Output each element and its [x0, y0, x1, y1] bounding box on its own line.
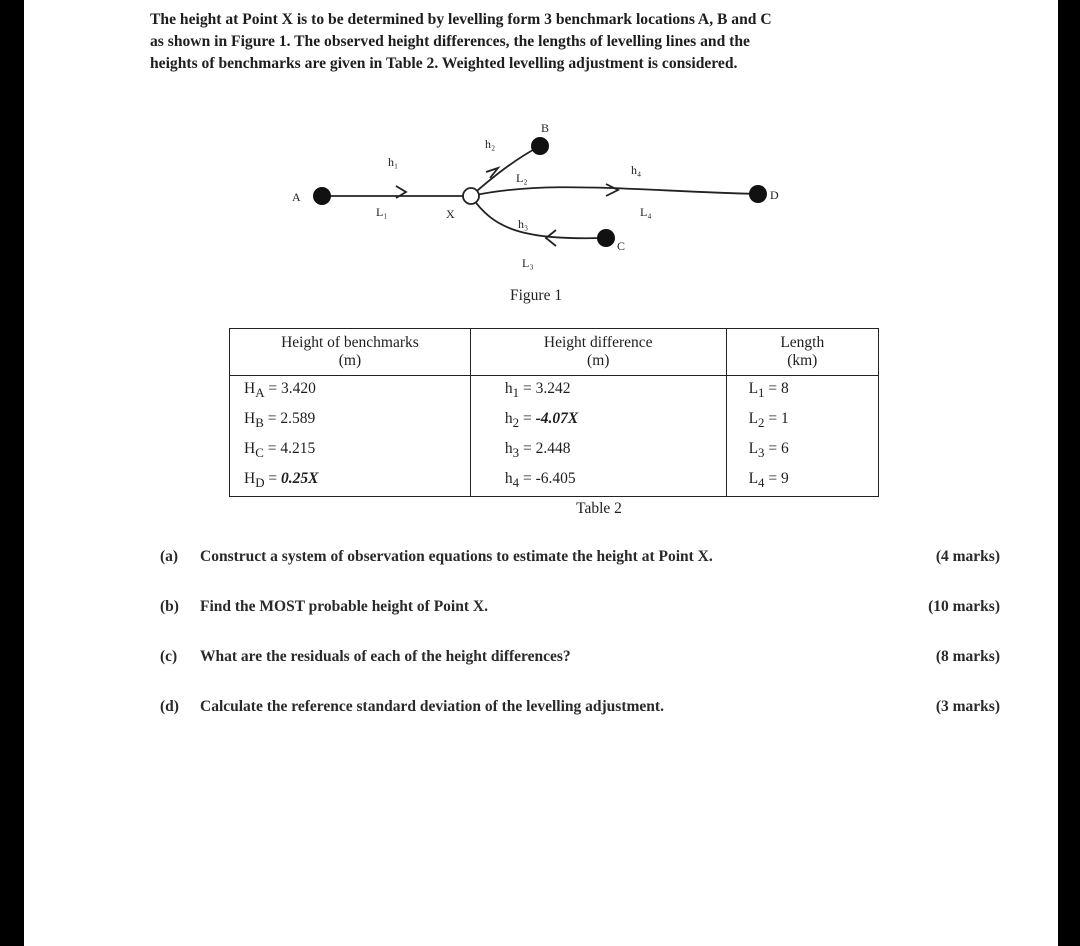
- label-h1: h₁: [388, 155, 399, 169]
- height-diff-cell: $h_1 = 3.242$: [470, 376, 726, 407]
- header-height-difference: Height difference (m): [470, 329, 726, 376]
- question-letter: (c): [160, 648, 178, 665]
- table-header-row: [230, 329, 879, 376]
- label-l1: L₁: [376, 205, 388, 219]
- question-item: [160, 598, 1000, 648]
- point-a-marker: [313, 187, 331, 205]
- header-benchmark-heights: Height of benchmarks (m): [230, 329, 471, 376]
- intro-line-3: heights of benchmarks are given in Table 2. Weighted levelling adjustment is considered.: [150, 55, 738, 72]
- point-d-label: D: [770, 188, 779, 202]
- question-text: What are the residuals of each of the height differences?: [200, 648, 571, 665]
- question-letter: (a): [160, 548, 179, 565]
- table-row: [230, 406, 879, 436]
- question-letter: (b): [160, 598, 179, 615]
- label-h2: h₂: [485, 137, 496, 151]
- label-l4: L₄: [640, 205, 652, 219]
- length-cell: $L_2 = 1$: [726, 406, 878, 436]
- point-d-marker: [749, 185, 767, 203]
- arrow-h2-icon: [486, 168, 498, 178]
- question-item: [160, 648, 1000, 698]
- question-marks: (8 marks): [935, 648, 1000, 665]
- intro-line-2: as shown in Figure 1. The observed height differences, the lengths of levelling lines and the: [150, 33, 750, 50]
- point-x-marker: [463, 188, 479, 204]
- benchmark-cell: $H_B = 2.589$: [230, 406, 471, 436]
- line-c-x: [471, 196, 604, 238]
- question-marks: (3 marks): [935, 698, 1000, 715]
- benchmark-cell: $H_A = 3.420$: [230, 376, 471, 407]
- table-row: [230, 466, 879, 497]
- point-c-marker: [597, 229, 615, 247]
- length-cell: $L_1 = 8$: [726, 376, 878, 407]
- benchmark-cell: $H_C = 4.215$: [230, 436, 471, 466]
- levelling-network-figure: [24, 0, 1058, 320]
- length-cell: $L_3 = 6$: [726, 436, 878, 466]
- header-length: Length (km): [726, 329, 878, 376]
- levelling-network-diagram: [24, 0, 1058, 320]
- point-b-label: B: [541, 121, 550, 135]
- height-diff-cell: $h_2 = -4.07X$: [470, 406, 726, 436]
- question-marks: (4 marks): [935, 548, 1000, 565]
- data-table: [229, 328, 879, 497]
- arrow-h4-icon: [606, 184, 618, 196]
- point-b-marker: [531, 137, 549, 155]
- label-l2: L₂: [516, 171, 528, 185]
- questions-list: [160, 548, 1000, 748]
- question-text: Calculate the reference standard deviation of the levelling adjustment.: [200, 698, 664, 715]
- question-text: Find the MOST probable height of Point X.: [200, 598, 488, 615]
- point-c-label: C: [617, 239, 626, 253]
- question-letter: (d): [160, 698, 179, 715]
- label-h3: h₃: [518, 217, 529, 231]
- question-item: [160, 698, 1000, 748]
- length-cell: $L_4 = 9$: [726, 466, 878, 497]
- question-item: [160, 548, 1000, 598]
- height-diff-cell: $h_3 = 2.448$: [470, 436, 726, 466]
- height-diff-cell: $h_4 = -6.405$: [470, 466, 726, 497]
- table-row: [230, 376, 879, 407]
- table-caption: Table 2: [576, 500, 622, 517]
- document-page: [24, 0, 1058, 946]
- figure-caption: Figure 1: [510, 287, 563, 304]
- data-table-section: [229, 328, 879, 518]
- label-h4: h₄: [631, 163, 642, 177]
- benchmark-cell: $H_D = 0.25X$: [230, 466, 471, 497]
- point-a-label: A: [292, 190, 301, 204]
- intro-line-1: The height at Point X is to be determined by levelling form 3 benchmark locations A, B and C: [150, 11, 772, 28]
- point-x-label: X: [446, 207, 455, 221]
- question-marks: (10 marks): [928, 598, 1000, 615]
- arrow-h3-icon: [546, 230, 556, 246]
- table-row: [230, 436, 879, 466]
- question-text: Construct a system of observation equations to estimate the height at Point X.: [200, 548, 713, 565]
- label-l3: L₃: [522, 256, 534, 270]
